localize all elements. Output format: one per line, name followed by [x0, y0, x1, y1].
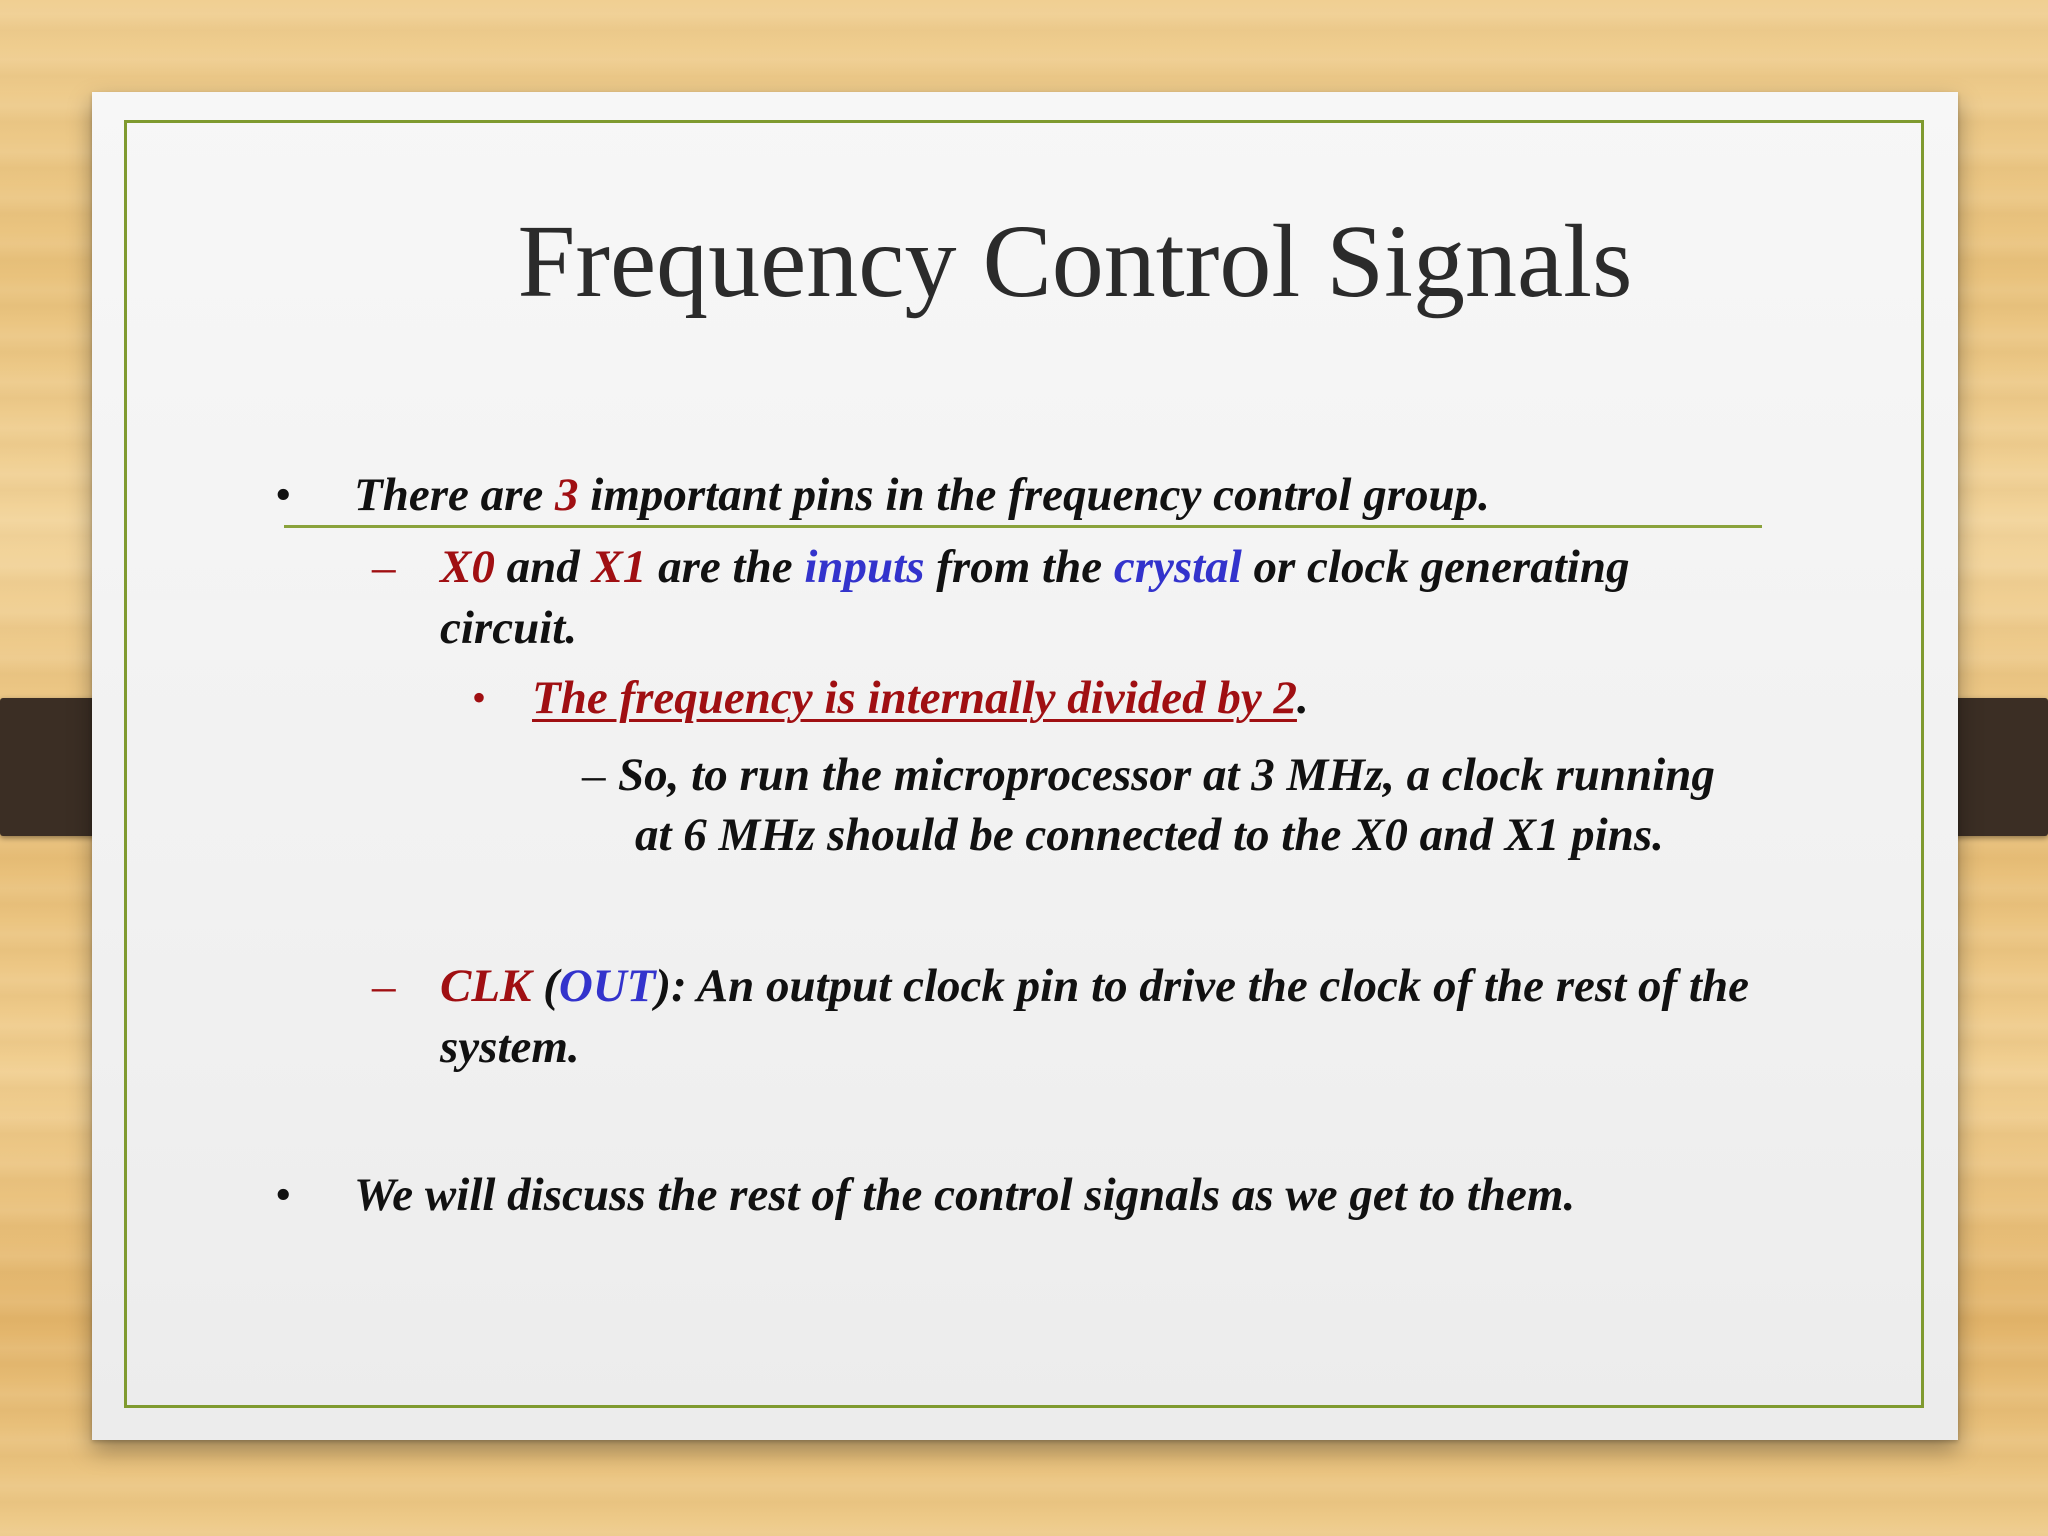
dash-marker: – — [372, 960, 396, 1012]
pin-clk: CLK — [440, 960, 532, 1012]
slide-title: Frequency Control Signals — [517, 204, 1633, 319]
sub-bullet-2-text: CLK (OUT): An output clock pin to drive the clock of the rest of the — [440, 960, 1749, 1012]
bullet-marker: • — [275, 469, 292, 521]
pin-count: 3 — [555, 469, 579, 521]
dash-marker-small: – — [582, 749, 606, 801]
dash-marker: – — [372, 541, 396, 593]
term-out: OUT — [558, 960, 656, 1012]
bullet-marker-small: • — [472, 675, 487, 720]
divided-by-2-note: The frequency is internally divided by 2. — [532, 672, 1309, 724]
sub-bullet-1-text: X0 and X1 are the inputs from the crystal or clock generating — [440, 541, 1630, 593]
slide — [92, 92, 1958, 1440]
term-crystal: crystal — [1113, 541, 1242, 593]
sub-bullet-2-line-2: system. — [440, 1021, 580, 1073]
example-line-1: So, to run the microprocessor at 3 MHz, a clock running — [618, 749, 1715, 801]
example-line-2: at 6 MHz should be connected to the X0 and X1 pins. — [635, 809, 1664, 861]
bullet-marker: • — [275, 1169, 292, 1221]
term-inputs: inputs — [804, 541, 925, 593]
slide-body — [92, 92, 1958, 1440]
bullet-2-text: We will discuss the rest of the control signals as we get to them. — [354, 1169, 1576, 1221]
pin-x1: X1 — [591, 541, 647, 593]
bullet-1-text: There are 3 important pins in the frequency control group. — [354, 469, 1490, 521]
pin-x0: X0 — [440, 541, 495, 593]
sub-bullet-1-line-2: circuit. — [440, 602, 578, 654]
divider-line — [284, 525, 1762, 528]
